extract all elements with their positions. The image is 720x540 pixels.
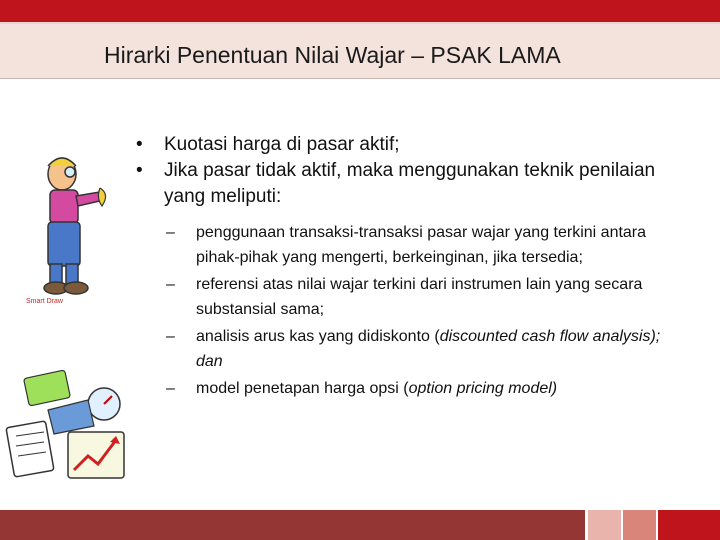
sub-item-text: penggunaan transaksi-transaksi pasar wajar yang terkini antara pihak-pihak yang mengerti, berkeinginan, jika tersedia; (196, 224, 647, 266)
sub-item-text: analisis arus kas yang didiskonto ( (196, 328, 440, 345)
page-number-box (658, 510, 720, 540)
bullet-item (136, 158, 676, 210)
sub-item (166, 272, 676, 322)
slide-title: Hirarki Penentuan Nilai Wajar – PSAK LAMA (104, 42, 561, 68)
top-accent-bar (0, 0, 720, 22)
sub-item-text: referensi atas nilai wajar terkini dari instrumen lain yang secara substansial sama; (196, 276, 643, 318)
sub-item-italic-text: discounted cash flow analysis); dan (196, 328, 661, 370)
bottom-accent-square (623, 510, 656, 540)
sub-list (166, 220, 676, 401)
bullet-text: Kuotasi harga di pasar aktif; (164, 134, 400, 155)
bullet-marker: • (136, 160, 143, 181)
dash-marker: – (166, 276, 175, 293)
bullet-item (136, 132, 676, 158)
bullet-text: Jika pasar tidak aktif, maka menggunakan teknik penilaian yang meliputi: (164, 160, 656, 207)
dash-marker: – (166, 328, 175, 345)
bottom-accent-square (588, 510, 621, 540)
dash-marker: – (166, 224, 175, 241)
sub-item-italic-text: option pricing model) (408, 380, 558, 397)
dash-marker: – (166, 380, 175, 397)
sub-item (166, 324, 676, 374)
finance-clipart-icon (4, 370, 138, 490)
clipart-caption: Smart Draw (26, 298, 63, 305)
sub-item (166, 376, 676, 401)
bullet-marker: • (136, 134, 143, 155)
slide-content (136, 132, 676, 403)
person-clipart-icon (18, 148, 118, 318)
bottom-accent-bar (0, 510, 585, 540)
sub-item-text: model penetapan harga opsi ( (196, 380, 409, 397)
sub-item (166, 220, 676, 270)
